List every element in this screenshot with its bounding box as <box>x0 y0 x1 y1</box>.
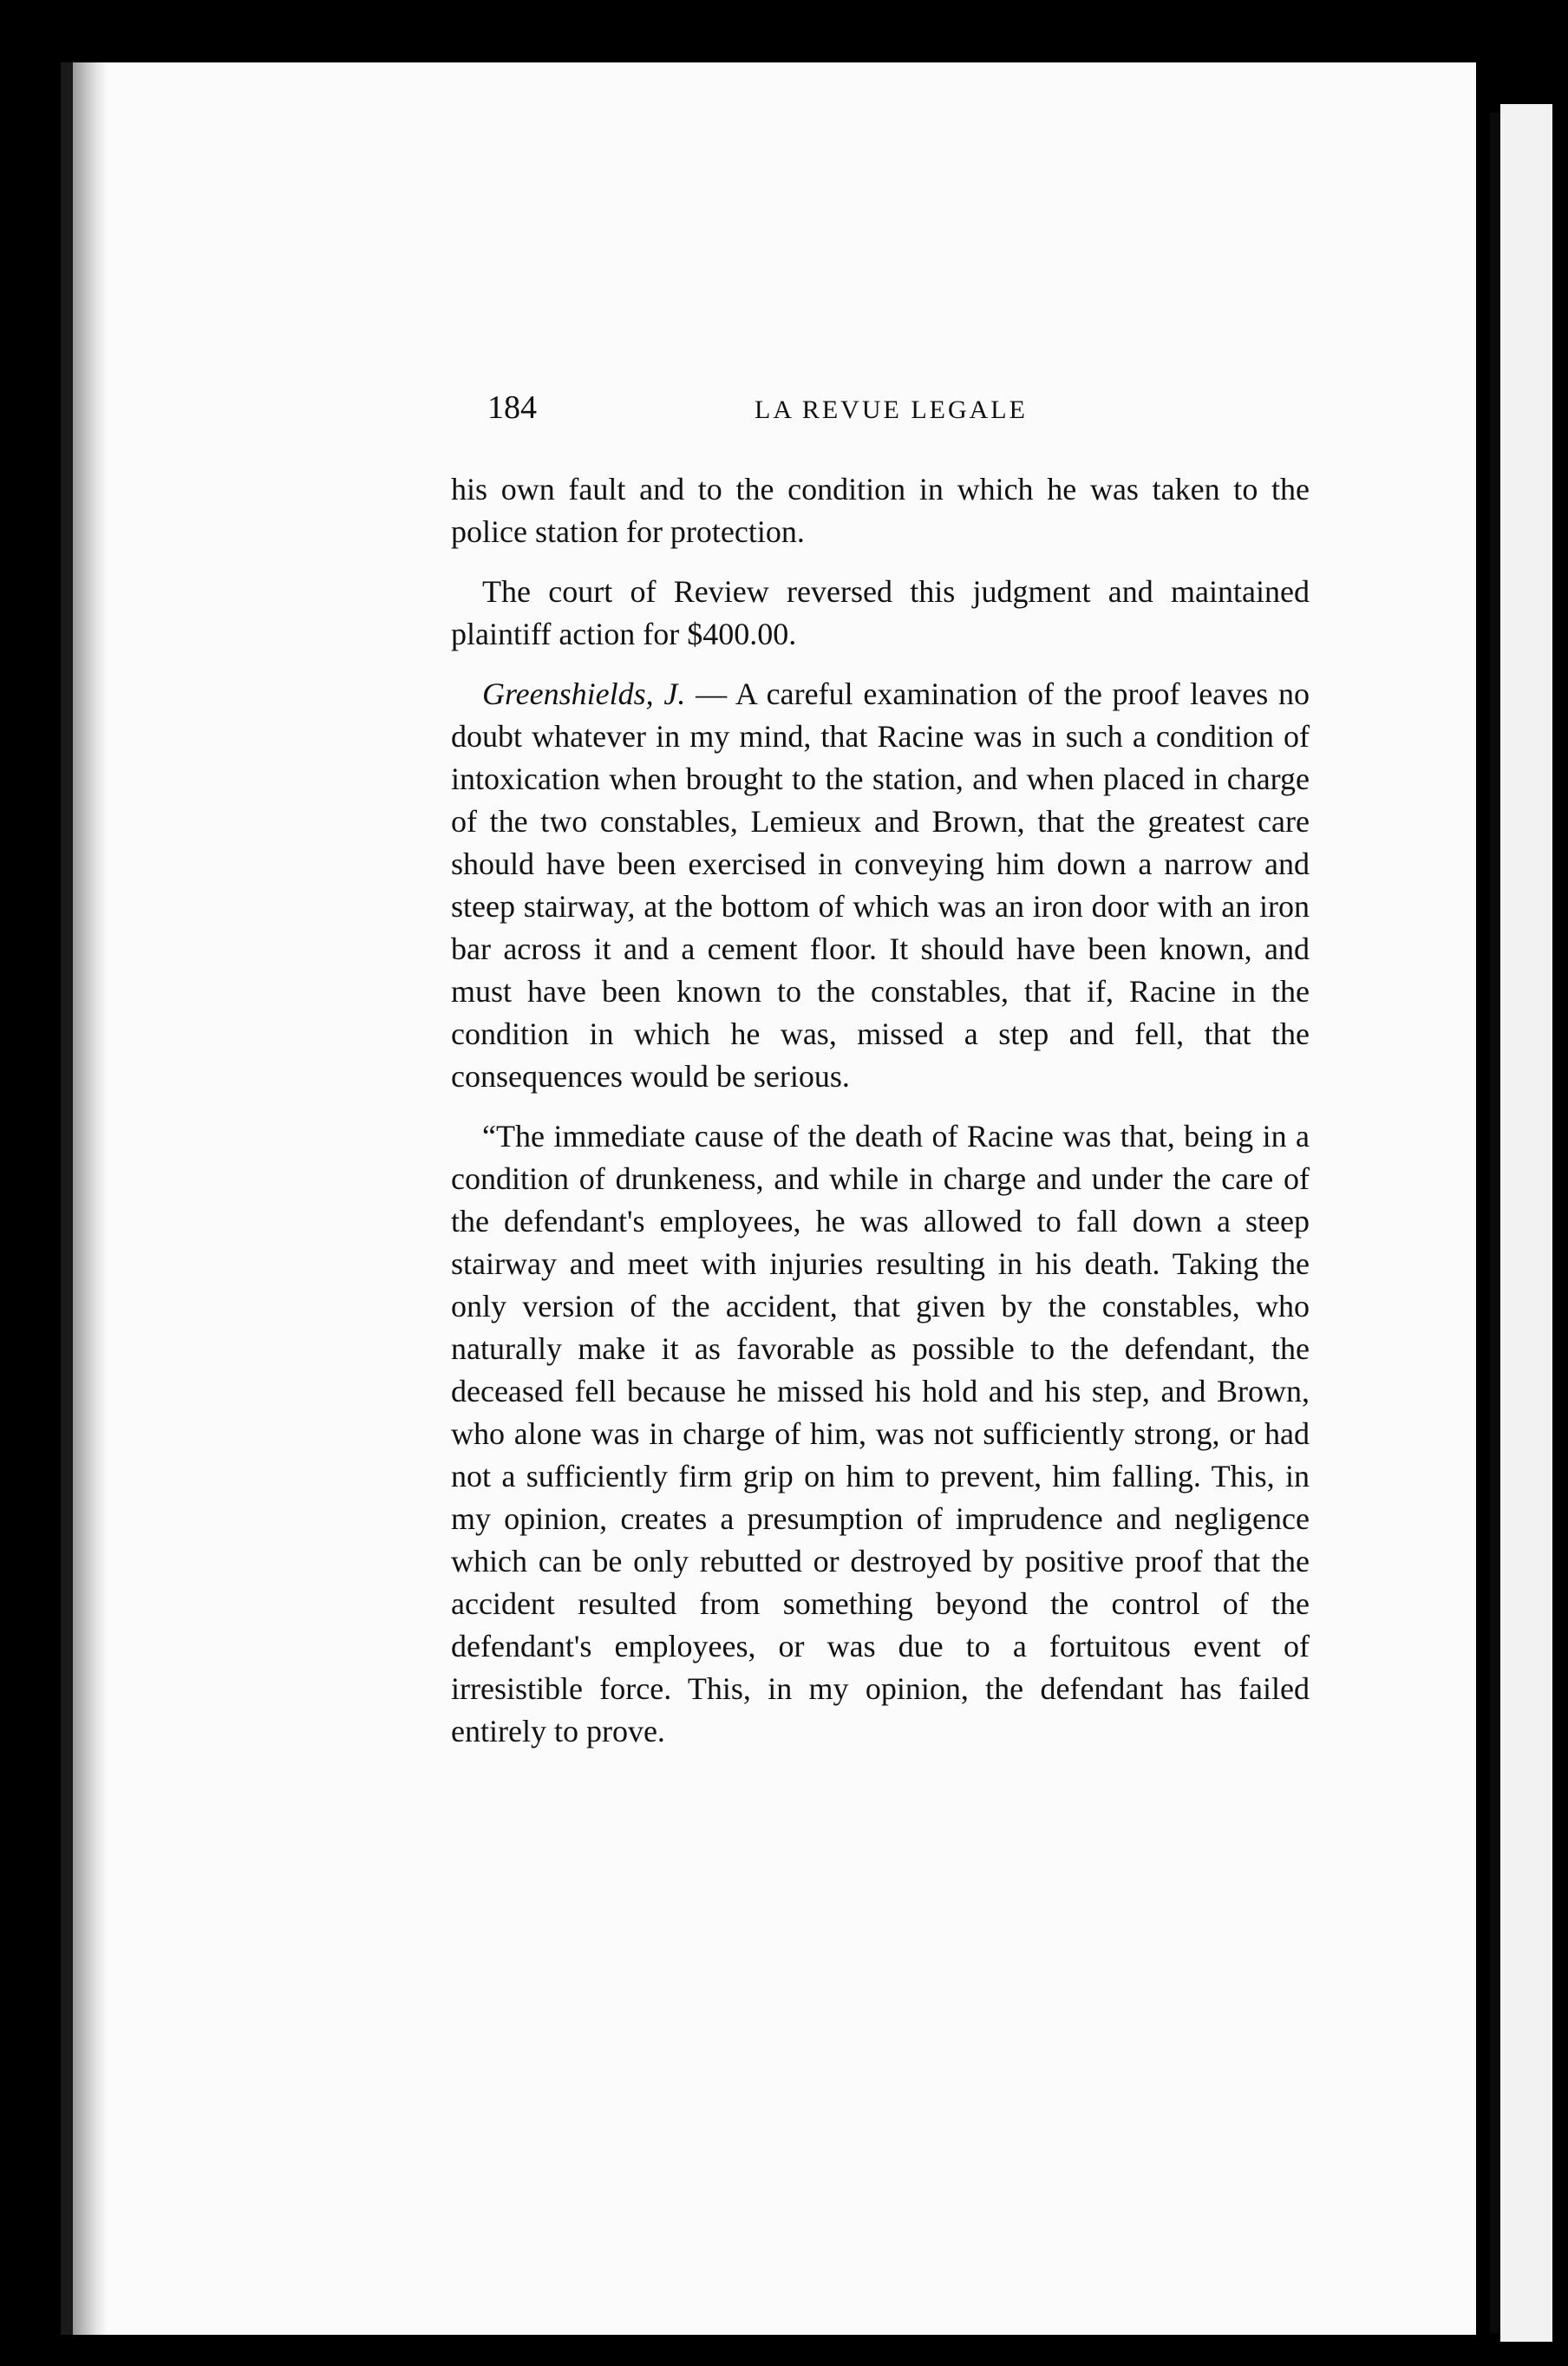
paragraph-1 <box>451 468 1310 553</box>
paragraph-1-text: his own fault and to the condition in which he was taken to the police station for protection. <box>451 472 1310 549</box>
facing-page-edge <box>1500 104 1552 2342</box>
page-gutter-shadow <box>73 62 108 2335</box>
paragraph-4-text: “The immediate cause of the death of Racine was that, being in a condition of drunkeness, and while in charge and under the care of the defendant's employees, he was allowed to fall down a steep stairway and meet with injuries resulting in his death. Taking the only version of the accident, that given by the constables, who naturally make it as favorable as possible to the defendant, the deceased fell because he missed his hold and his step, and Brown, who alone was in charge of him, was not sufficiently strong, or had not a sufficiently firm grip on him to prevent, him falling. This, in my opinion, creates a presumption of imprudence and negligence which can be only rebutted or destroyed by positive proof that the accident resulted from something beyond the control of the defendant's employees, or was due to a fortuitous event of irresistible force. This, in my opinion, the defendant has failed entirely to prove. <box>451 1119 1310 1748</box>
paragraph-4 <box>451 1115 1310 1753</box>
paragraph-3-text: — A careful examination of the proof leaves no doubt whatever in my mind, that Racine was in such a condition of intoxication when brought to the station, and when placed in charge of the two constables, Lemieux and Brown, that the greatest care should have been exercised in conveying him down a narrow and steep stairway, at the bottom of which was an iron door with an iron bar across it and a cement floor. It should have been known, and must have been known to the constables, that if, Racine in the condition in which he was, missed a step and fell, that the consequences would be serious. <box>451 676 1310 1094</box>
paragraph-3 <box>451 673 1310 1098</box>
paragraph-2-text: The court of Review reversed this judgment and maintained plaintiff action for $400.00. <box>451 574 1310 651</box>
facing-page-rule <box>1490 113 1500 2333</box>
paragraph-2 <box>451 571 1310 656</box>
page-body <box>451 468 1310 1770</box>
page-number: 184 <box>487 389 537 426</box>
page-header <box>487 389 1320 441</box>
judge-name: Greenshields, J. <box>482 676 686 711</box>
running-head: LA REVUE LEGALE <box>755 395 1028 424</box>
